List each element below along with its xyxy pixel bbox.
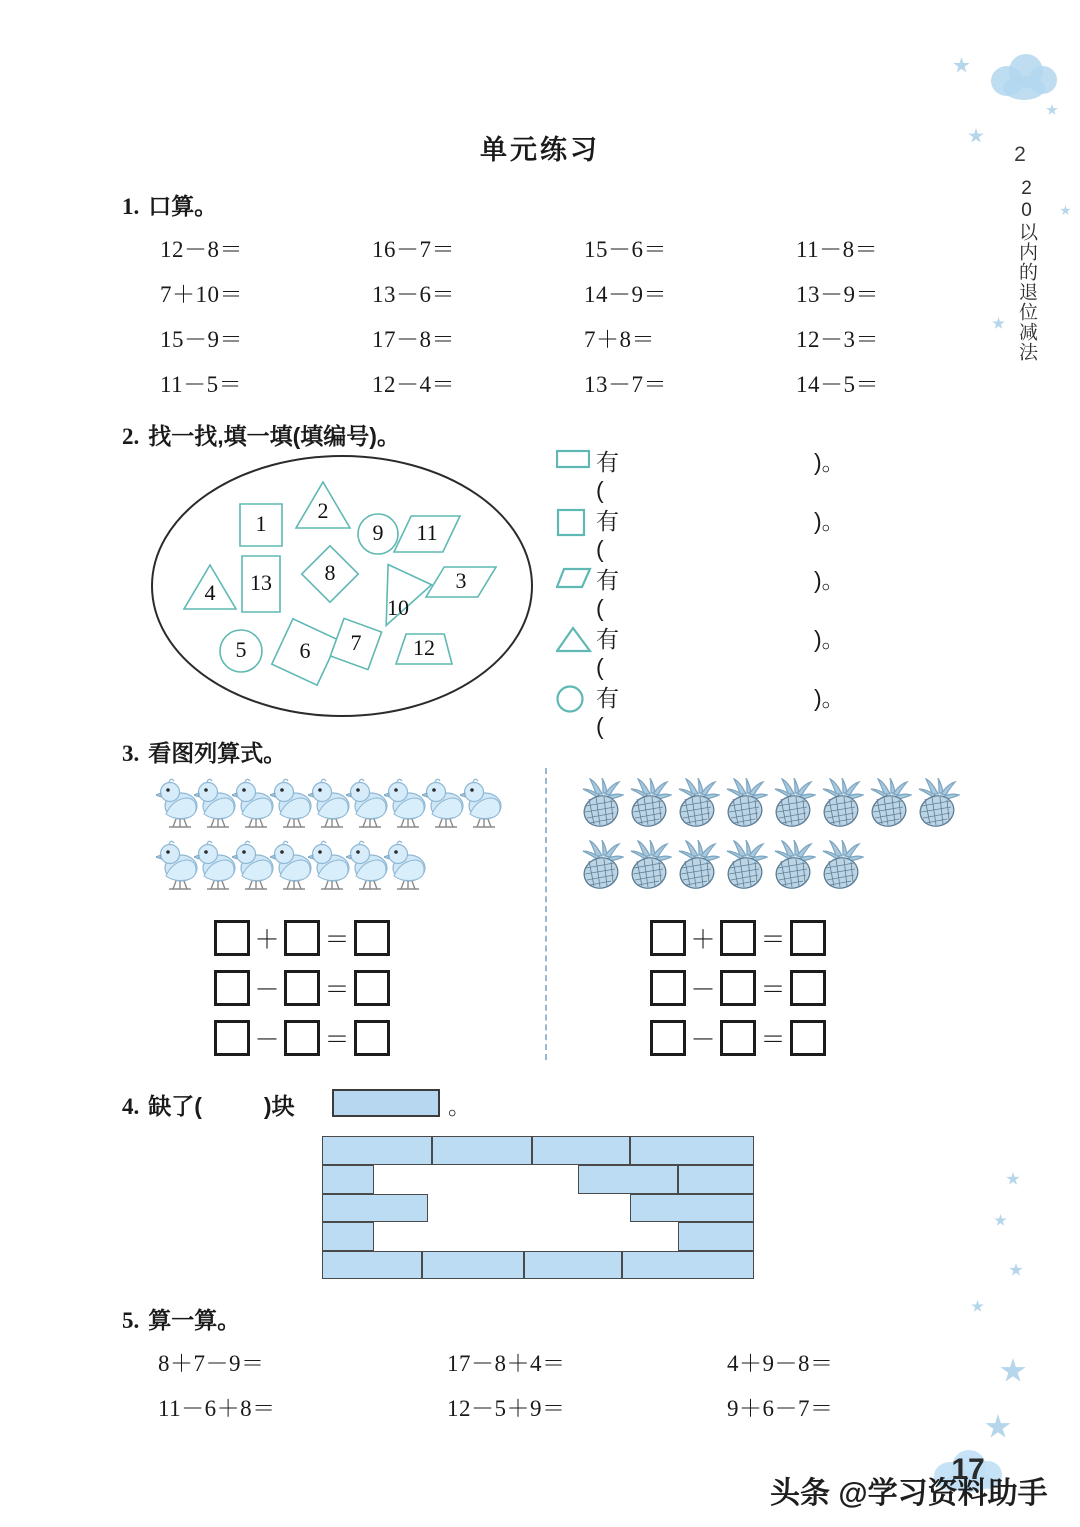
pineapple-icon	[818, 778, 864, 835]
operator: ＝	[324, 927, 350, 954]
oval-shape-label-10: 10	[387, 594, 409, 620]
operator: ＋	[254, 927, 280, 954]
equation: 14－9＝	[584, 282, 667, 307]
equation: 16－7＝	[372, 237, 455, 262]
pineapple-icon	[722, 778, 768, 835]
equation: 11－5＝	[160, 372, 243, 397]
answer-box[interactable]	[720, 920, 756, 956]
pineapple-icon	[818, 840, 864, 897]
wall-brick	[524, 1251, 622, 1279]
shape-count-label: 有(	[596, 449, 619, 503]
answer-box[interactable]	[284, 1020, 320, 1056]
pineapple-icon	[674, 840, 720, 897]
answer-box[interactable]	[284, 970, 320, 1006]
answer-box[interactable]	[720, 1020, 756, 1056]
answer-box[interactable]	[214, 970, 250, 1006]
answer-box[interactable]	[790, 1020, 826, 1056]
wall-brick	[678, 1222, 754, 1251]
oval-shape-label-6: 6	[299, 638, 311, 663]
section-1-number: 1.	[122, 194, 140, 219]
star-decoration	[971, 1300, 984, 1313]
operator: ＝	[760, 977, 786, 1004]
equation: 7＋10＝	[160, 282, 243, 307]
picture-divider	[545, 768, 547, 1060]
wall-brick	[422, 1251, 524, 1279]
section-1-heading	[122, 188, 217, 221]
answer-box[interactable]	[354, 970, 390, 1006]
answer-box[interactable]	[284, 920, 320, 956]
oval-shape-label-3: 3	[455, 568, 467, 593]
pineapple-icon	[866, 778, 912, 835]
operator: －	[254, 977, 280, 1004]
operator: ＝	[324, 977, 350, 1004]
shape-count-close: )。	[814, 449, 845, 475]
equation: 13－6＝	[372, 282, 455, 307]
pineapple-icon	[722, 840, 768, 897]
parallelogram-icon	[556, 566, 592, 595]
oval-shape-label-5: 5	[235, 637, 247, 662]
section-3-label: 看图列算式。	[148, 740, 287, 766]
pineapple-icon	[770, 778, 816, 835]
section-4-number: 4.	[122, 1094, 140, 1119]
answer-box[interactable]	[650, 920, 686, 956]
operator: －	[690, 1027, 716, 1054]
page-number: 17	[951, 1453, 985, 1486]
oval-shape-label-8: 8	[324, 560, 336, 585]
equation: 11－8＝	[796, 237, 879, 262]
section-2-number: 2.	[122, 424, 140, 449]
answer-box[interactable]	[650, 970, 686, 1006]
section-4-period: 。	[448, 1093, 471, 1119]
section-2-heading	[122, 418, 400, 451]
section-5-heading	[122, 1302, 240, 1335]
star-decoration	[1006, 1172, 1020, 1186]
operator: －	[690, 977, 716, 1004]
pineapple-icon	[626, 778, 672, 835]
oval-shape-label-1: 1	[255, 511, 267, 536]
star-decoration	[1060, 205, 1071, 216]
equation: 12－8＝	[160, 237, 243, 262]
star-decoration	[1009, 1263, 1023, 1277]
wall-brick	[322, 1136, 432, 1165]
operator: ＝	[324, 1027, 350, 1054]
shape-count-label: 有(	[596, 567, 619, 621]
section-4-heading	[122, 1088, 295, 1121]
equation-box-row	[650, 970, 826, 1006]
wall-brick	[532, 1136, 630, 1165]
oval-shape-label-12: 12	[413, 635, 435, 660]
watermark-text: 头条 @学习资料助手	[770, 1477, 1048, 1510]
answer-box[interactable]	[354, 920, 390, 956]
pineapple-icon	[578, 840, 624, 897]
wall-brick	[622, 1251, 754, 1279]
answer-box[interactable]	[790, 920, 826, 956]
equation: 12－3＝	[796, 327, 879, 352]
operator: ＝	[760, 927, 786, 954]
section-3-heading	[122, 735, 286, 768]
pineapple-icon	[770, 840, 816, 897]
answer-box[interactable]	[214, 1020, 250, 1056]
answer-box[interactable]	[650, 1020, 686, 1056]
shape-count-close: )。	[814, 567, 845, 593]
oval-shape-label-11: 11	[416, 520, 438, 545]
wall-brick	[322, 1222, 374, 1251]
oval-shape-label-2: 2	[317, 498, 329, 524]
shape-collection-oval	[148, 452, 536, 720]
section-2-label: 找一找,填一填(填编号)。	[148, 423, 400, 449]
wall-brick	[678, 1165, 754, 1194]
chick-icon	[460, 776, 506, 835]
equation: 15－9＝	[160, 327, 243, 352]
section-1-label: 口算。	[148, 193, 218, 219]
shape-count-close: )。	[814, 508, 845, 534]
brick-wall-diagram	[322, 1136, 754, 1279]
wall-brick	[322, 1194, 428, 1222]
wall-brick	[630, 1136, 754, 1165]
wall-brick	[432, 1136, 532, 1165]
star-decoration	[994, 1214, 1007, 1227]
pineapple-icon	[674, 778, 720, 835]
answer-box[interactable]	[790, 970, 826, 1006]
shape-count-label: 有(	[596, 626, 619, 680]
answer-box[interactable]	[354, 1020, 390, 1056]
equation-box-row	[650, 1020, 826, 1056]
operator: ＋	[690, 927, 716, 954]
unit-title-vertical: 20以内的退位减法	[1016, 178, 1037, 362]
answer-box[interactable]	[720, 970, 756, 1006]
oval-shape-label-13: 13	[250, 570, 272, 595]
pineapple-icon	[626, 840, 672, 897]
cloud-decoration-top	[985, 52, 1061, 108]
equation: 14－5＝	[796, 372, 879, 397]
pineapple-icon	[578, 778, 624, 835]
star-decoration	[1000, 1358, 1026, 1384]
shape-count-label: 有(	[596, 508, 619, 562]
rectangle-icon	[556, 448, 590, 475]
equation: 15－6＝	[584, 237, 667, 262]
section-4-label-after: )块	[263, 1093, 295, 1119]
section-3-number: 3.	[122, 741, 140, 766]
circle-icon	[556, 684, 588, 719]
equation-box-row	[650, 920, 826, 956]
shape-count-close: )。	[814, 685, 845, 711]
equation: 8＋7－9＝	[158, 1351, 265, 1376]
equation: 17－8＝	[372, 327, 455, 352]
oval-shape-label-4: 4	[204, 580, 216, 606]
shape-count-close: )。	[814, 626, 845, 652]
equation: 13－9＝	[796, 282, 879, 307]
equation: 4＋9－8＝	[727, 1351, 834, 1376]
equation: 13－7＝	[584, 372, 667, 397]
operator: －	[254, 1027, 280, 1054]
star-decoration	[985, 1414, 1011, 1440]
equation: 12－5＋9＝	[447, 1396, 566, 1421]
section-5-label: 算一算。	[148, 1307, 241, 1333]
brick-sample-icon	[332, 1089, 440, 1117]
triangle-icon	[556, 625, 592, 658]
answer-box[interactable]	[214, 920, 250, 956]
wall-brick	[322, 1165, 374, 1194]
equation: 9＋6－7＝	[727, 1396, 834, 1421]
equation: 7＋8＝	[584, 327, 655, 352]
oval-shape-label-9: 9	[372, 520, 384, 545]
oval-shape-label-7: 7	[350, 630, 362, 655]
equation-box-row	[214, 920, 390, 956]
chick-icon	[384, 838, 430, 897]
equation-box-row	[214, 970, 390, 1006]
section-4-label-before: 缺了(	[148, 1093, 202, 1119]
wall-brick	[322, 1251, 422, 1279]
unit-number: 2	[1014, 143, 1026, 166]
operator: ＝	[760, 1027, 786, 1054]
equation: 12－4＝	[372, 372, 455, 397]
page-title: 单元练习	[480, 135, 600, 165]
wall-brick	[578, 1165, 678, 1194]
shape-count-label: 有(	[596, 685, 619, 739]
equation: 17－8＋4＝	[447, 1351, 566, 1376]
pineapple-icon	[914, 778, 960, 835]
section-5-number: 5.	[122, 1308, 140, 1333]
equation: 11－6＋8＝	[158, 1396, 276, 1421]
equation-box-row	[214, 1020, 390, 1056]
square-icon	[556, 507, 590, 542]
star-decoration	[953, 57, 970, 74]
wall-brick	[630, 1194, 754, 1222]
